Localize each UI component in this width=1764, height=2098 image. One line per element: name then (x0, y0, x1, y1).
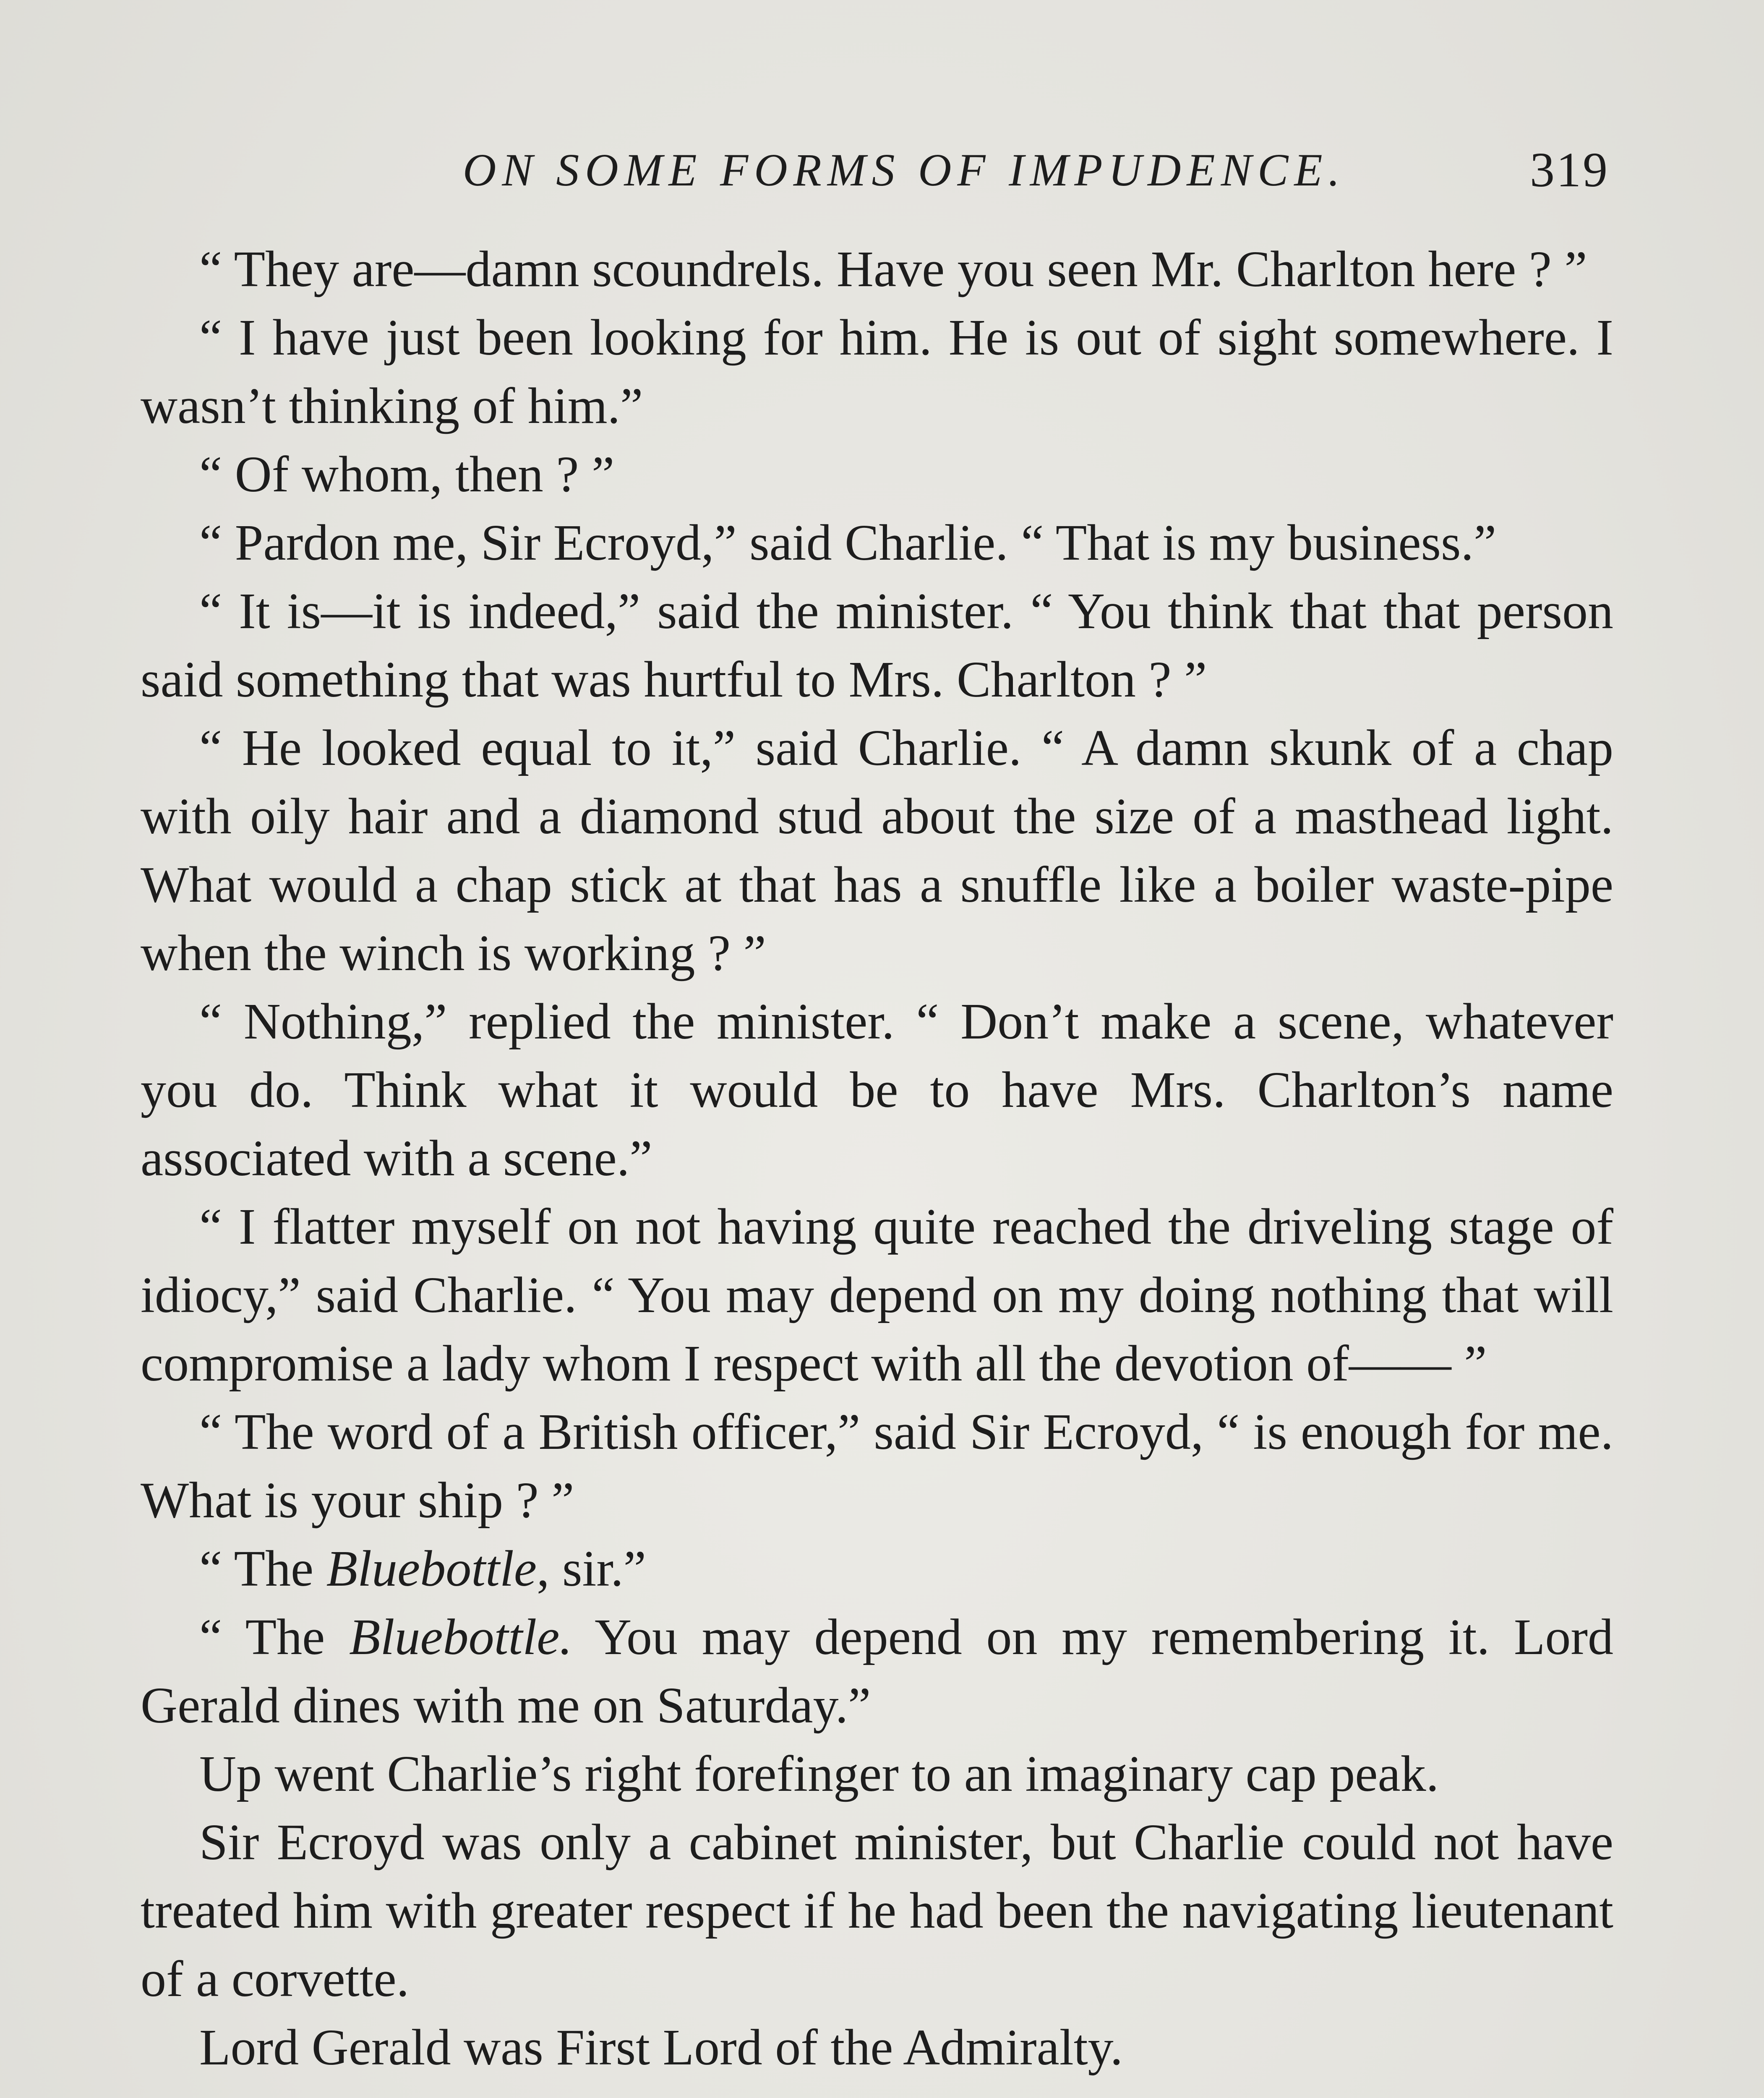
paragraph-text: , sir.” (537, 1540, 646, 1597)
paragraph: “ I have just been looking for him. He is out of sight somewhere. I wasn’t thinking of him.” (141, 309, 1613, 434)
paragraph: “ Of whom, then ? ” (199, 446, 615, 503)
paragraph-text: You may depend on my remembering it. Lord Gerald dines with me on Saturday.” (141, 1609, 1613, 1734)
body-text (141, 235, 1613, 2082)
paragraph: “ It is—it is indeed,” said the minister. “ You think that that person said something that was hurtful to Mrs. Charlton ? ” (141, 583, 1613, 708)
paragraph: “ The word of a British officer,” said Sir Ecroyd, “ is enough for me. What is your ship ? ” (141, 1404, 1613, 1529)
paragraph: “ He looked equal to it,” said Charlie. “ A damn skunk of a chap with oily hair and a diamond stud about the size of a masthead light. What would a chap stick at that has a snuffle like a boiler waste-pipe when the winch is working ? ” (141, 720, 1613, 981)
paragraph (141, 1534, 1613, 1603)
page-number: 319 (1530, 142, 1609, 197)
paragraph: “ I flatter myself on not having quite reached the driveling stage of idiocy,” said Charlie. “ You may depend on my doing nothing that will compromise a lady whom I respect with all the devotion of—— ” (141, 1198, 1613, 1392)
ship-name: Bluebottle. (349, 1609, 572, 1665)
paragraph (141, 1603, 1613, 1740)
paragraph: “ Pardon me, Sir Ecroyd,” said Charlie. “ That is my business.” (199, 514, 1497, 571)
running-head: ON SOME FORMS OF IMPUDENCE. (462, 144, 1346, 196)
paragraph: Sir Ecroyd was only a cabinet minister, but Charlie could not have treated him with greater respect if he had been the navigating lieutenant of a corvette. (141, 1814, 1613, 2007)
paragraph-text: “ The (199, 1540, 326, 1597)
paragraph: Up went Charlie’s right forefinger to an imaginary cap peak. (199, 1746, 1439, 1802)
paragraph: Lord Gerald was First Lord of the Admiralty. (199, 2019, 1123, 2076)
paragraph: “ Nothing,” replied the minister. “ Don’t make a scene, whatever you do. Think what it would be to have Mrs. Charlton’s name associated with a scene.” (141, 993, 1613, 1187)
paragraph-text: “ The (199, 1609, 350, 1665)
paragraph: “ They are—damn scoundrels. Have you seen Mr. Charlton here ? ” (199, 241, 1587, 297)
ship-name: Bluebottle (326, 1540, 537, 1597)
page-header (141, 138, 1609, 201)
